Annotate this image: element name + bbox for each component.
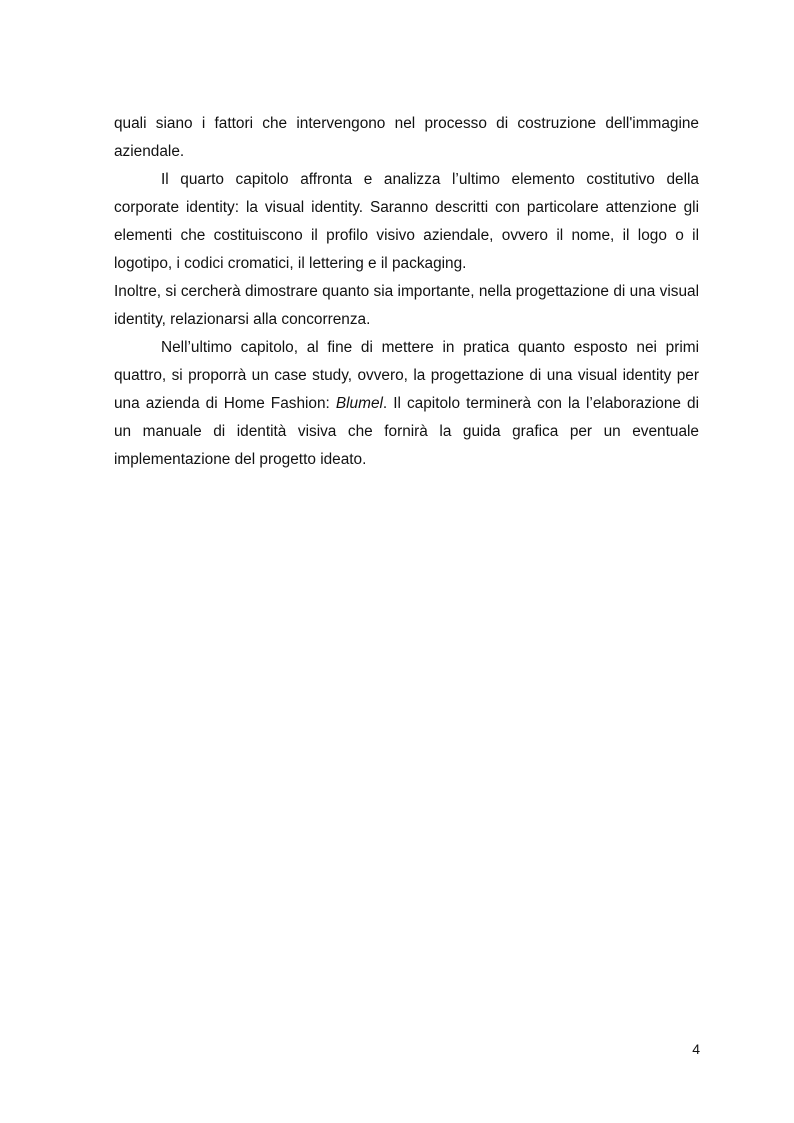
paragraph-4 xyxy=(114,334,699,474)
paragraph-1: quali siano i fattori che intervengono nel processo di costruzione dell'immagine aziendale. xyxy=(114,115,699,160)
paragraph-4-text-before: Nell’ultimo capitolo, al fine di mettere in pratica quanto esposto nei primi quattro, si proporrà un case study, ovvero, la progettazione di una visual identity per una azienda di Home Fashion: xyxy=(114,339,699,412)
paragraph-2: Il quarto capitolo affronta e analizza l’ultimo elemento costitutivo della corporate identity: la visual identity. Saranno descritti con particolare attenzione gli elementi che costituiscono il profilo visivo aziendale, ovvero il nome, il logo o il logotipo, i codici cromatici, il lettering e il packaging. xyxy=(114,171,699,272)
company-name-italic: Blumel xyxy=(335,395,383,412)
paragraph-4-text-after: . Il capitolo terminerà con la l’elaborazione di un manuale di identità visiva che fornirà la guida grafica per un eventuale implementazione del progetto ideato. xyxy=(114,395,699,468)
body-text xyxy=(114,110,699,474)
paragraph-3: Inoltre, si cercherà dimostrare quanto sia importante, nella progettazione di una visual identity, relazionarsi alla concorrenza. xyxy=(114,283,699,328)
page-number: 4 xyxy=(692,1041,700,1057)
